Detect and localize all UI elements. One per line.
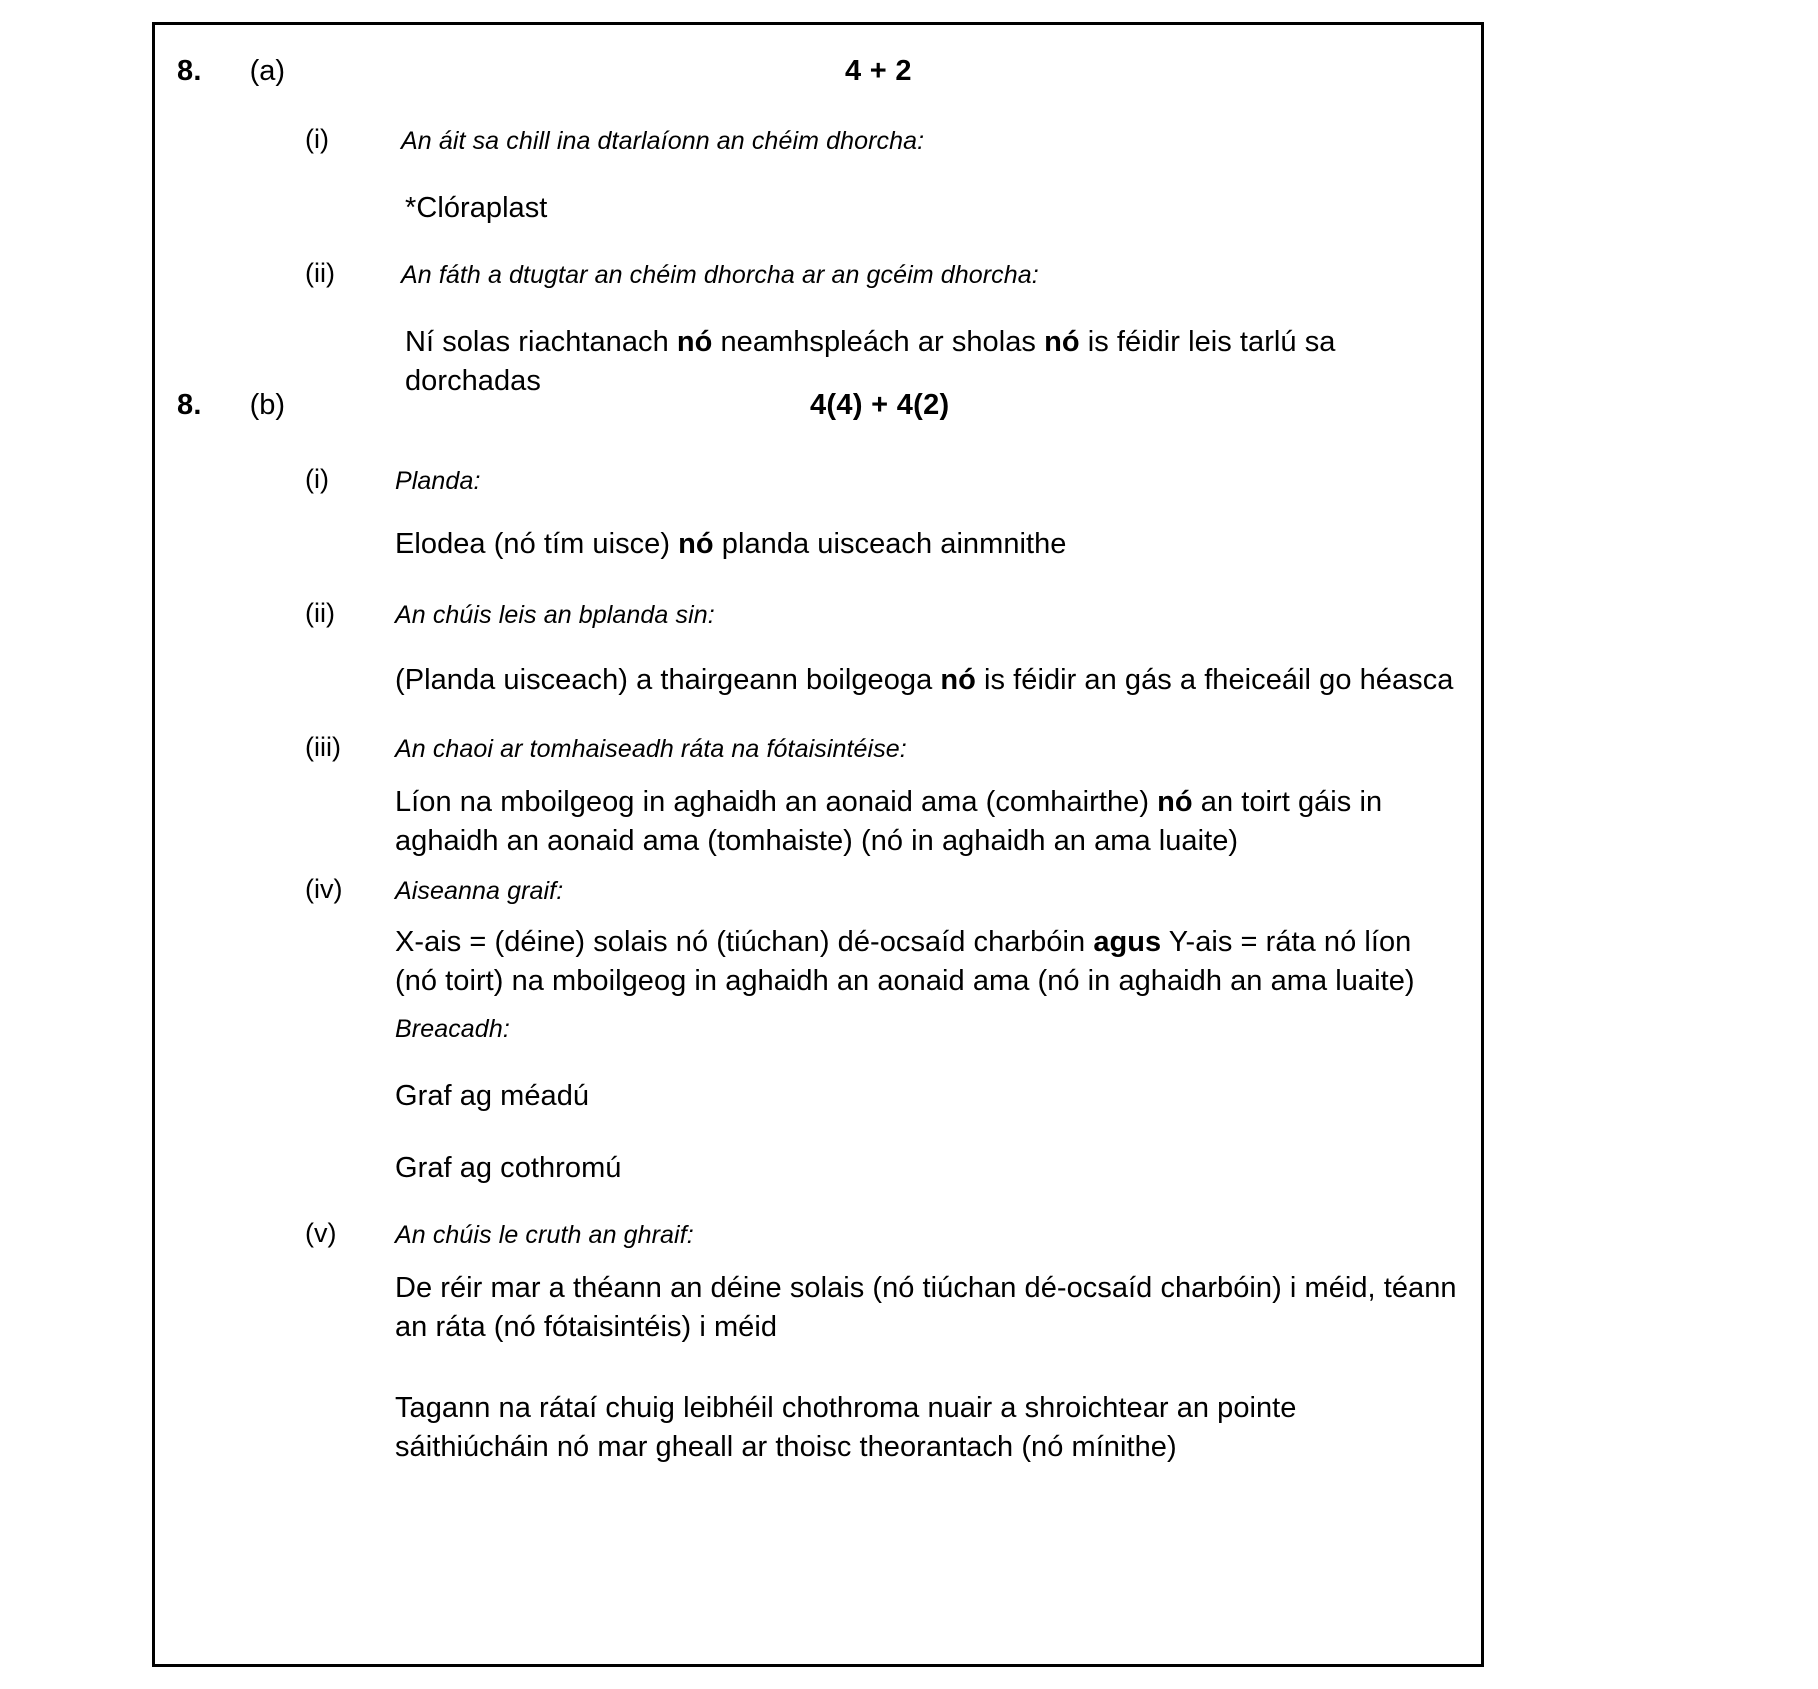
part-label-8b: (b) [249,389,286,421]
answer-8b-ii [395,661,1475,700]
question-number-8a: 8. [177,55,202,87]
answer-text: Ní solas riachtanach nó neamhspleách ar sholas nó is féidir leis tarlú sa dorchadas [405,326,1336,397]
answer-box-border [152,22,1484,1667]
marks-8a: 4 + 2 [845,55,912,87]
answer-text: X-ais = (déine) solais nó (tiúchan) dé-ocsaíd charbóin agus Y-ais = ráta nó líon (nó toirt) na mboilgeog in aghaidh an aonaid ama (nó in aghaidh an ama luaite) [395,926,1415,997]
answer-8b-iv [395,923,1457,1000]
prompt-8a-ii: An fáth a dtugtar an chéim dhorcha ar an gcéim dhorcha: [401,261,1039,289]
roman-label-8b-i: (i) [305,464,329,494]
prompt-8b-v: An chúis le cruth an ghraif: [395,1221,694,1249]
roman-label-8b-iv: (iv) [305,874,343,904]
answer-8b-i [395,525,1455,564]
answer-8b-iii [395,783,1395,860]
answer-text: (Planda uisceach) a thairgeann boilgeoga nó is féidir an gás a fheiceáil go héasca [395,664,1454,696]
marks-8b: 4(4) + 4(2) [810,389,950,421]
answer-text: Elodea (nó tím uisce) nó planda uisceach ainmnithe [395,528,1067,560]
prompt-8b-iv: Aiseanna graif: [395,877,564,905]
answer-8b-v-first [395,1269,1463,1346]
prompt-8a-i: An áit sa chill ina dtarlaíonn an chéim dhorcha: [401,127,925,155]
roman-label-8b-v: (v) [305,1218,337,1248]
answer-8b-v-second [395,1389,1355,1466]
subanswer-graf-ag-cothromu [395,1149,1395,1188]
subanswer-graf-ag-meadu [395,1077,1395,1116]
answer-text: Graf ag méadú [395,1080,590,1112]
prompt-8b-i: Planda: [395,467,481,495]
subprompt-breacadh: Breacadh: [395,1015,510,1043]
roman-label-8b-ii: (ii) [305,598,335,628]
answer-box-content [155,25,1481,1664]
question-header-8b [177,387,285,423]
answer-text: *Clóraplast [405,192,548,224]
answer-text: Tagann na rátaí chuig leibhéil chothroma nuair a shroichtear an pointe sáithiúcháin nó mar gheall ar thoisc theorantach (nó mínithe) [395,1392,1297,1463]
prompt-8b-ii: An chúis leis an bplanda sin: [395,601,715,629]
answer-text: Líon na mboilgeog in aghaidh an aonaid ama (comhairthe) nó an toirt gáis in aghaidh an aonaid ama (tomhaiste) (nó in aghaidh an ama luaite) [395,786,1383,857]
roman-label-8b-iii: (iii) [305,732,341,762]
answer-text: De réir mar a théann an déine solais (nó tiúchan dé-ocsaíd charbóin) i méid, téann an ráta (nó fótaisintéis) i méid [395,1272,1457,1343]
answer-text: Graf ag cothromú [395,1152,622,1184]
question-number-8b: 8. [177,389,202,421]
roman-label-8a-i: (i) [305,124,329,154]
roman-label-8a-ii: (ii) [305,258,335,288]
question-header-8a [177,53,285,89]
answer-8a-i [405,189,1455,228]
part-label-8a: (a) [249,55,286,87]
prompt-8b-iii: An chaoi ar tomhaiseadh ráta na fótaisintéise: [395,735,907,763]
